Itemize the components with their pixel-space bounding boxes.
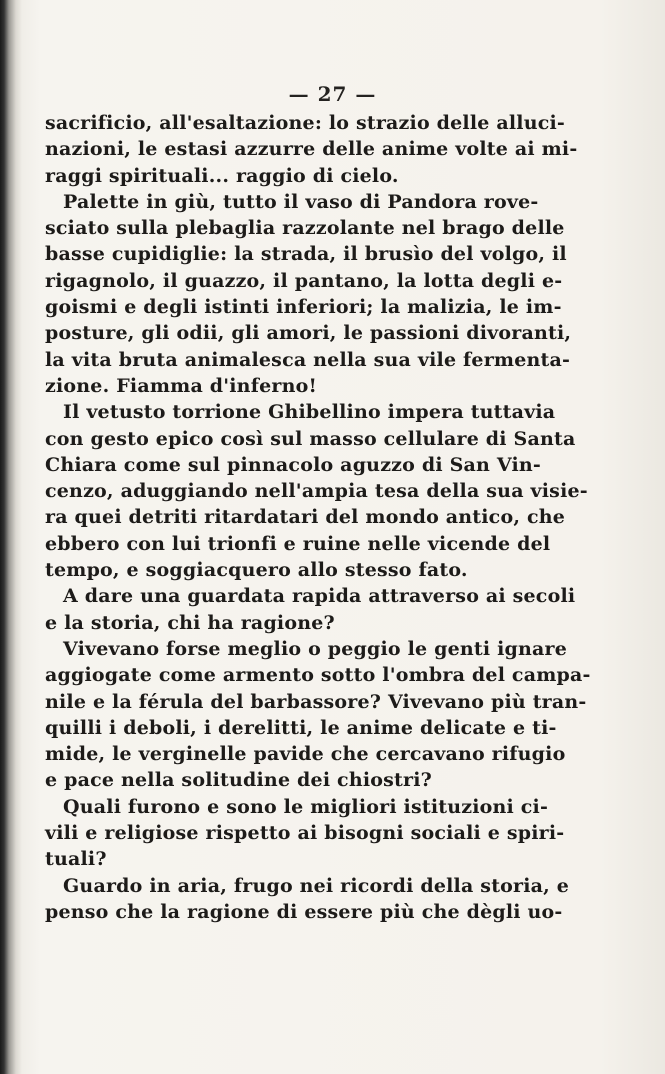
text-line: quilli i deboli, i derelitti, le anime delicate e ti-	[45, 716, 557, 739]
paragraph-6	[45, 794, 565, 873]
text-line: tempo, e soggiacquero allo stesso fato.	[45, 559, 468, 582]
text-line: mide, le verginelle pavide che cercavano rifugio	[45, 743, 566, 766]
text-line: rigagnolo, il guazzo, il pantano, la lotta degli e-	[45, 269, 563, 292]
paragraph-5	[45, 636, 591, 794]
text-line: la vita bruta animalesca nella sua vile fermenta-	[45, 348, 571, 371]
text-line: raggi spirituali... raggio di cielo.	[45, 164, 399, 187]
text-line: sacrificio, all'esaltazione: lo strazio delle alluci-	[45, 112, 566, 134]
text-line: ra quei detriti ritardatari del mondo antico, che	[45, 506, 566, 529]
text-line: Il vetusto torrione Ghibellino impera tuttavia	[63, 401, 556, 424]
text-line: e la storia, chi ha ragione?	[45, 611, 335, 634]
paragraph-7	[45, 873, 570, 926]
text-line: basse cupidiglie: la strada, il brusìo del volgo, il	[45, 243, 567, 266]
body-text	[45, 110, 591, 925]
text-line: goismi e degli istinti inferiori; la malizia, le im-	[45, 296, 562, 319]
text-line: vili e religiose rispetto ai bisogni sociali e spiri-	[45, 822, 565, 845]
text-line: posture, gli odii, gli amori, le passioni divoranti,	[45, 322, 572, 345]
paragraph-4	[45, 583, 576, 636]
text-line: Palette in giù, tutto il vaso di Pandora rove-	[63, 190, 539, 213]
page-number: — 27 —	[288, 82, 377, 106]
text-line: con gesto epico così sul masso cellulare di Santa	[45, 427, 576, 450]
text-line: Quali furono e sono le migliori istituzioni ci-	[63, 795, 549, 818]
text-line: zione. Fiamma d'inferno!	[45, 374, 317, 397]
paragraph-2	[45, 189, 572, 399]
text-line: sciato sulla plebaglia razzolante nel brago delle	[45, 217, 565, 240]
text-line: Chiara come sul pinnacolo aguzzo di San Vin-	[45, 453, 541, 476]
text-line: tuali?	[45, 848, 107, 871]
text-line: cenzo, aduggiando nell'ampia tesa della sua visie-	[45, 480, 588, 503]
text-line: aggiogate come armento sotto l'ombra del campa-	[45, 664, 591, 687]
paragraph-3	[45, 399, 588, 583]
text-line: ebbero con lui trionfi e ruine nelle vicende del	[45, 532, 551, 555]
text-line: nile e la férula del barbassore? Vivevano più tran-	[45, 690, 587, 713]
text-line: nazioni, le estasi azzurre delle anime volte ai mi-	[45, 138, 578, 161]
text-line: Vivevano forse meglio o peggio le genti ignare	[63, 637, 568, 660]
text-line: A dare una guardata rapida attraverso ai secoli	[63, 585, 576, 608]
paragraph-1	[45, 110, 578, 189]
binding-edge	[0, 0, 22, 1074]
text-line: e pace nella solitudine dei chiostri?	[45, 769, 432, 792]
text-line: penso che la ragione di essere più che dègli uo-	[45, 900, 563, 923]
text-line: Guardo in aria, frugo nei ricordi della storia, e	[63, 874, 570, 897]
